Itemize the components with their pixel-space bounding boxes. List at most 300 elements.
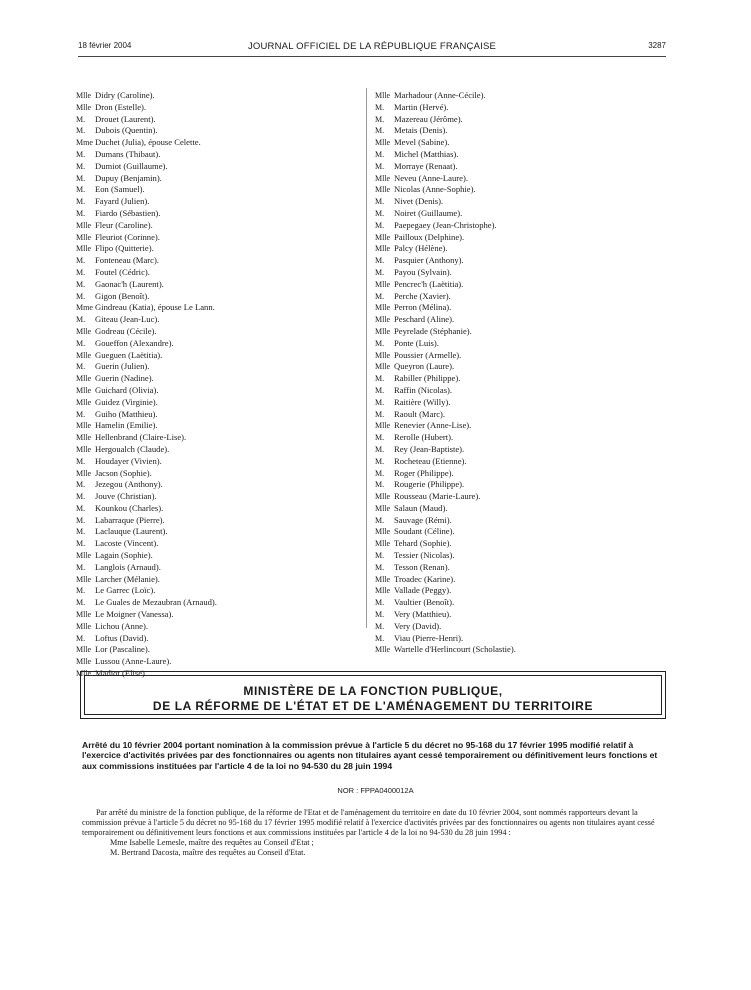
name-entry xyxy=(76,149,356,161)
person-name: Rabiller (Philippe). xyxy=(394,373,461,384)
name-entry xyxy=(76,515,356,527)
person-name: Mevel (Sabine). xyxy=(394,137,450,148)
person-name: Kounkou (Charles). xyxy=(95,502,164,513)
person-name: Roger (Philippe). xyxy=(394,467,454,478)
name-entry xyxy=(76,444,356,456)
name-entry xyxy=(375,621,675,633)
civil-title: Mlle xyxy=(375,326,391,336)
person-name: Larcher (Mélanie). xyxy=(95,573,160,584)
civil-title: M. xyxy=(76,161,86,171)
civil-title: M. xyxy=(76,539,86,549)
name-entry xyxy=(375,409,675,421)
civil-title: M. xyxy=(375,114,385,124)
person-name: Nivet (Denis). xyxy=(394,196,444,207)
person-name: Dron (Estelle). xyxy=(95,101,147,112)
civil-title: Mlle xyxy=(375,645,391,655)
civil-title: M. xyxy=(375,208,385,218)
civil-title: Mlle xyxy=(375,244,391,254)
name-entry xyxy=(76,279,356,291)
name-entry xyxy=(76,161,356,173)
person-name: Mazereau (Jérôme). xyxy=(394,113,463,124)
name-entry xyxy=(76,326,356,338)
name-entry xyxy=(375,137,675,149)
civil-title: M. xyxy=(375,291,385,301)
name-entry xyxy=(76,585,356,597)
name-entry xyxy=(76,90,356,102)
person-name: Le Guales de Mezaubran (Arnaud). xyxy=(95,597,217,608)
civil-title: M. xyxy=(76,315,86,325)
person-name: Giteau (Jean-Luc). xyxy=(95,314,160,325)
nor-reference: NOR : FPPA0400012A xyxy=(337,786,414,795)
name-entry xyxy=(76,621,356,633)
person-name: Neveu (Anne-Laure). xyxy=(394,172,468,183)
name-entry xyxy=(375,397,675,409)
civil-title: Mlle xyxy=(76,232,92,242)
name-entry xyxy=(76,550,356,562)
person-name: Laclauque (Laurent). xyxy=(95,526,168,537)
civil-title: Mlle xyxy=(76,350,92,360)
person-name: Langlois (Arnaud). xyxy=(95,561,161,572)
name-entry xyxy=(76,302,356,314)
name-entry xyxy=(76,232,356,244)
person-name: Gigon (Benoît). xyxy=(95,290,150,301)
person-name: Gindreau (Katia), épouse Le Lann. xyxy=(95,302,215,313)
person-name: Rocheteau (Etienne). xyxy=(394,455,467,466)
civil-title: M. xyxy=(375,598,385,608)
civil-title: Mlle xyxy=(76,220,92,230)
name-entry xyxy=(375,196,675,208)
civil-title: M. xyxy=(76,586,86,596)
person-name: Dupuy (Benjamin). xyxy=(95,172,162,183)
civil-title: Mlle xyxy=(76,397,92,407)
name-entry xyxy=(375,125,675,137)
name-entry xyxy=(375,114,675,126)
name-entry xyxy=(375,538,675,550)
civil-title: M. xyxy=(375,397,385,407)
header-rule xyxy=(78,56,666,57)
civil-title: M. xyxy=(375,149,385,159)
civil-title: M. xyxy=(76,456,86,466)
name-entry xyxy=(375,633,675,645)
person-name: Pasquier (Anthony). xyxy=(394,255,464,266)
name-entry xyxy=(375,232,675,244)
person-name: Guiho (Matthieu). xyxy=(95,408,158,419)
name-entry xyxy=(375,468,675,480)
civil-title: M. xyxy=(375,551,385,561)
civil-title: M. xyxy=(76,562,86,572)
civil-title: M. xyxy=(375,610,385,620)
civil-title: M. xyxy=(76,185,86,195)
person-name: Paepegaey (Jean-Christophe). xyxy=(394,219,497,230)
civil-title: Mlle xyxy=(76,669,92,679)
name-entry xyxy=(76,208,356,220)
person-name: Marhadour (Anne-Cécile). xyxy=(394,90,486,100)
person-name: Dubois (Quentin). xyxy=(95,125,158,136)
person-name: Le Moigner (Vanessa). xyxy=(95,609,174,620)
person-name: Raoult (Marc). xyxy=(394,408,446,419)
name-entry xyxy=(76,609,356,621)
person-name: Martin (Hervé). xyxy=(394,101,449,112)
civil-title: Mlle xyxy=(375,279,391,289)
civil-title: Mlle xyxy=(375,350,391,360)
civil-title: Mlle xyxy=(375,574,391,584)
person-name: Renevier (Anne-Lise). xyxy=(394,420,472,431)
civil-title: M. xyxy=(76,527,86,537)
person-name: Rougerie (Philippe). xyxy=(394,479,465,490)
person-name: Nicolas (Anne-Sophie). xyxy=(394,184,476,195)
person-name: Morraye (Renaat). xyxy=(394,160,458,171)
person-name: Fayard (Julien). xyxy=(95,196,150,207)
civil-title: M. xyxy=(76,409,86,419)
person-name: Godreau (Cécile). xyxy=(95,325,157,336)
civil-title: Mlle xyxy=(375,232,391,242)
civil-title: M. xyxy=(76,197,86,207)
name-entry xyxy=(76,432,356,444)
civil-title: M. xyxy=(375,220,385,230)
name-entry xyxy=(76,125,356,137)
name-entry xyxy=(76,102,356,114)
name-entry xyxy=(76,338,356,350)
name-entry xyxy=(76,350,356,362)
person-name: Sauvage (Rémi). xyxy=(394,514,452,525)
person-name: Poussier (Armelle). xyxy=(394,349,462,360)
name-entry xyxy=(76,291,356,303)
name-entry xyxy=(76,397,356,409)
name-entry xyxy=(375,314,675,326)
name-entry xyxy=(76,456,356,468)
person-name: Labarraque (Pierre). xyxy=(95,514,165,525)
right-name-column xyxy=(375,90,675,656)
person-name: Palcy (Hélène). xyxy=(394,243,448,254)
civil-title: Mme xyxy=(76,138,93,148)
name-entry xyxy=(375,102,675,114)
name-entry xyxy=(76,267,356,279)
civil-title: M. xyxy=(375,433,385,443)
civil-title: M. xyxy=(76,114,86,124)
civil-title: Mlle xyxy=(76,91,92,100)
name-entry xyxy=(375,149,675,161)
person-name: Fleuriot (Corinne). xyxy=(95,231,160,242)
civil-title: M. xyxy=(76,633,86,643)
person-name: Rerolle (Hubert). xyxy=(394,432,454,443)
name-entry xyxy=(375,361,675,373)
civil-title: M. xyxy=(76,338,86,348)
civil-title: Mlle xyxy=(76,621,92,631)
person-name: Tessier (Nicolas). xyxy=(394,550,455,561)
civil-title: M. xyxy=(375,456,385,466)
name-entry xyxy=(375,90,675,102)
civil-title: Mlle xyxy=(76,551,92,561)
person-name: Vaultier (Benoît). xyxy=(394,597,455,608)
body-line: M. Bertrand Dacosta, maître des requêtes au Conseil d'Etat. xyxy=(110,848,306,857)
civil-title: M. xyxy=(375,374,385,384)
name-entry xyxy=(76,361,356,373)
civil-title: Mlle xyxy=(375,586,391,596)
person-name: Guidez (Virginie). xyxy=(95,396,158,407)
header-page-number: 3287 xyxy=(648,41,666,50)
column-divider xyxy=(366,88,367,628)
civil-title: Mlle xyxy=(375,527,391,537)
name-entry xyxy=(375,585,675,597)
name-entry xyxy=(375,373,675,385)
civil-title: Mme xyxy=(76,303,93,313)
person-name: Le Garrec (Loïc). xyxy=(95,585,156,596)
civil-title: M. xyxy=(375,468,385,478)
civil-title: Mlle xyxy=(375,539,391,549)
person-name: Lichou (Anne). xyxy=(95,620,148,631)
body-paragraph: Par arrêté du ministre de la fonction publique, de la réforme de l'Etat et de l'aménagement du territoire en date du 10 février 2004, sont nommés rapporteurs devant la commission prévue à l'article 5 du décret no 95-168 du 17 février 1995 modifié relatif à l'exercice d'activités privées par des fonctionnaires ou agents non titulaires ayant cessé temporairement ou définitivement leurs fonctions et aux commissions instituées par l'article 4 de la loi no 94-530 du 28 juin 1994 : xyxy=(82,808,655,837)
arrete-body xyxy=(82,808,668,858)
person-name: Lussou (Anne-Laure). xyxy=(95,656,172,667)
person-name: Wartelle d'Herlincourt (Scholastie). xyxy=(394,644,516,655)
name-entry xyxy=(76,491,356,503)
name-entry xyxy=(76,184,356,196)
person-name: Pailloux (Delphine). xyxy=(394,231,465,242)
name-entry xyxy=(375,243,675,255)
name-entry xyxy=(76,479,356,491)
ministry-heading-box xyxy=(80,671,666,719)
person-name: Hellenbrand (Claire-Lise). xyxy=(95,432,187,443)
civil-title: M. xyxy=(375,633,385,643)
name-entry xyxy=(76,137,356,149)
person-name: Queyron (Laure). xyxy=(394,361,455,372)
name-entry xyxy=(375,220,675,232)
name-entry xyxy=(76,409,356,421)
name-entry xyxy=(76,538,356,550)
person-name: Foutel (Cédric). xyxy=(95,266,150,277)
civil-title: M. xyxy=(375,126,385,136)
civil-title: M. xyxy=(76,515,86,525)
person-name: Pencrec'h (Laëtitia). xyxy=(394,278,464,289)
civil-title: M. xyxy=(375,562,385,572)
civil-title: M. xyxy=(375,267,385,277)
ministry-heading-line-1: MINISTÈRE DE LA FONCTION PUBLIQUE, xyxy=(243,684,503,698)
name-entry xyxy=(76,385,356,397)
person-name: Michel (Matthias). xyxy=(394,148,459,159)
person-name: Didry (Caroline). xyxy=(95,90,155,100)
civil-title: Mlle xyxy=(76,102,92,112)
civil-title: M. xyxy=(375,338,385,348)
person-name: Payou (Sylvain). xyxy=(394,266,452,277)
person-name: Ponte (Luis). xyxy=(394,337,439,348)
arrete-title: Arrêté du 10 février 2004 portant nomination à la commission prévue à l'article 5 du décret no 95-168 du 17 février 1995 modifié relatif à l'exercice d'activités privées par des fonctionnaires ou agents non titulaires ayant cessé temporairement ou définitivement leurs fonctions et aux commissions instituées par l'article 4 de la loi no 94-530 du 28 juin 1994 xyxy=(82,740,658,771)
name-entry xyxy=(76,114,356,126)
person-name: Gueguen (Laëtitia). xyxy=(95,349,163,360)
civil-title: Mlle xyxy=(375,173,391,183)
person-name: Flipo (Quitterie). xyxy=(95,243,154,254)
civil-title: M. xyxy=(76,149,86,159)
civil-title: Mlle xyxy=(76,374,92,384)
civil-title: Mlle xyxy=(375,138,391,148)
name-entry xyxy=(375,326,675,338)
civil-title: M. xyxy=(375,409,385,419)
civil-title: M. xyxy=(76,208,86,218)
name-entry xyxy=(76,243,356,255)
civil-title: Mlle xyxy=(76,657,92,667)
header-date: 18 février 2004 xyxy=(78,41,132,50)
person-name: Jacson (Sophie). xyxy=(95,467,152,478)
name-entry xyxy=(76,255,356,267)
name-entry xyxy=(76,314,356,326)
name-entry xyxy=(375,385,675,397)
name-entry xyxy=(375,420,675,432)
ministry-heading-inner-frame xyxy=(84,675,662,715)
name-entry xyxy=(76,526,356,538)
person-name: Guichard (Olivia). xyxy=(95,384,159,395)
name-entry xyxy=(76,633,356,645)
person-name: Dumans (Thibaut). xyxy=(95,148,161,159)
person-name: Perche (Xavier). xyxy=(394,290,451,301)
name-entry xyxy=(76,656,356,668)
person-name: Gaonac'h (Laurent). xyxy=(95,278,164,289)
person-name: Loftus (David). xyxy=(95,632,149,643)
person-name: Lor (Pascaline). xyxy=(95,644,150,655)
person-name: Vallade (Peggy). xyxy=(394,585,452,596)
person-name: Salaun (Maud). xyxy=(394,502,448,513)
civil-title: M. xyxy=(375,161,385,171)
page-header xyxy=(78,41,666,57)
civil-title: M. xyxy=(375,197,385,207)
person-name: Very (David). xyxy=(394,620,442,631)
civil-title: M. xyxy=(375,621,385,631)
name-entry xyxy=(76,196,356,208)
civil-title: Mlle xyxy=(76,326,92,336)
person-name: Rey (Jean-Baptiste). xyxy=(394,443,465,454)
name-entry xyxy=(375,444,675,456)
name-entry xyxy=(375,503,675,515)
header-title: JOURNAL OFFICIEL DE LA RÉPUBLIQUE FRANÇAISE xyxy=(247,41,497,52)
name-entry xyxy=(375,338,675,350)
person-name: Duchet (Julia), épouse Celette. xyxy=(95,137,201,148)
person-name: Madiot (Elise). xyxy=(95,668,148,679)
civil-title: M. xyxy=(76,256,86,266)
name-entry xyxy=(375,644,675,656)
civil-title: Mlle xyxy=(375,421,391,431)
person-name: Noiret (Guillaume). xyxy=(394,207,463,218)
person-name: Tesson (Renan). xyxy=(394,561,450,572)
civil-title: M. xyxy=(375,385,385,395)
civil-title: M. xyxy=(76,126,86,136)
civil-title: Mlle xyxy=(76,444,92,454)
civil-title: Mlle xyxy=(76,610,92,620)
civil-title: Mlle xyxy=(76,433,92,443)
civil-title: Mlle xyxy=(375,492,391,502)
body-line: Mme Isabelle Lemesle, maître des requêtes au Conseil d'Etat ; xyxy=(110,838,314,847)
civil-title: M. xyxy=(76,598,86,608)
name-entry xyxy=(375,208,675,220)
civil-title: Mlle xyxy=(375,91,391,100)
name-entry xyxy=(76,220,356,232)
person-name: Dumiot (Guillaume). xyxy=(95,160,168,171)
name-entry xyxy=(375,267,675,279)
person-name: Lagain (Sophie). xyxy=(95,550,153,561)
civil-title: Mlle xyxy=(375,185,391,195)
civil-title: M. xyxy=(76,492,86,502)
civil-title: M. xyxy=(375,480,385,490)
person-name: Jouve (Christian). xyxy=(95,491,157,502)
civil-title: Mlle xyxy=(375,362,391,372)
person-name: Viau (Pierre-Henri). xyxy=(394,632,464,643)
civil-title: M. xyxy=(375,256,385,266)
name-entry xyxy=(375,279,675,291)
civil-title: M. xyxy=(76,362,86,372)
civil-title: Mlle xyxy=(375,315,391,325)
person-name: Fleur (Caroline). xyxy=(95,219,153,230)
name-entry xyxy=(375,526,675,538)
person-name: Hamelin (Emilie). xyxy=(95,420,158,431)
civil-title: M. xyxy=(375,102,385,112)
person-name: Soudant (Céline). xyxy=(394,526,455,537)
civil-title: M. xyxy=(375,444,385,454)
name-entry xyxy=(375,609,675,621)
name-entry xyxy=(375,550,675,562)
person-name: Lacoste (Vincent). xyxy=(95,538,159,549)
name-entry xyxy=(375,255,675,267)
person-name: Peschard (Aline). xyxy=(394,314,455,325)
name-entry xyxy=(375,574,675,586)
person-name: Eon (Samuel). xyxy=(95,184,145,195)
person-name: Jezegou (Anthony). xyxy=(95,479,163,490)
civil-title: Mlle xyxy=(76,468,92,478)
person-name: Fiardo (Sébastien). xyxy=(95,207,161,218)
civil-title: Mlle xyxy=(76,385,92,395)
name-entry xyxy=(375,479,675,491)
name-entry xyxy=(375,350,675,362)
civil-title: Mlle xyxy=(375,303,391,313)
civil-title: M. xyxy=(76,480,86,490)
civil-title: M. xyxy=(76,503,86,513)
name-entry xyxy=(375,302,675,314)
ministry-heading-line-2: DE LA RÉFORME DE L'ÉTAT ET DE L'AMÉNAGEMENT DU TERRITOIRE xyxy=(152,699,594,713)
civil-title: M. xyxy=(375,515,385,525)
name-entry xyxy=(76,173,356,185)
civil-title: Mlle xyxy=(76,645,92,655)
name-entry xyxy=(76,503,356,515)
person-name: Drouet (Laurent). xyxy=(95,113,156,124)
name-entry xyxy=(76,468,356,480)
name-entry xyxy=(375,597,675,609)
person-name: Metais (Denis). xyxy=(394,125,448,136)
person-name: Very (Matthieu). xyxy=(394,609,452,620)
person-name: Rousseau (Marie-Laure). xyxy=(394,491,481,502)
name-entry xyxy=(375,491,675,503)
civil-title: M. xyxy=(76,173,86,183)
name-entry xyxy=(375,161,675,173)
civil-title: M. xyxy=(76,291,86,301)
person-name: Guerin (Nadine). xyxy=(95,373,154,384)
person-name: Troadec (Karine). xyxy=(394,573,456,584)
civil-title: M. xyxy=(76,267,86,277)
name-entry xyxy=(76,420,356,432)
person-name: Raitière (Willy). xyxy=(394,396,451,407)
person-name: Tehard (Sophie). xyxy=(394,538,452,549)
name-entry xyxy=(76,574,356,586)
person-name: Peyrelade (Stéphanie). xyxy=(394,325,472,336)
civil-title: Mlle xyxy=(76,244,92,254)
person-name: Fonteneau (Marc). xyxy=(95,255,159,266)
left-name-column xyxy=(76,90,356,680)
name-entry xyxy=(375,432,675,444)
name-entry xyxy=(76,373,356,385)
name-entry xyxy=(375,515,675,527)
civil-title: Mlle xyxy=(76,421,92,431)
person-name: Hergoualch (Claude). xyxy=(95,443,170,454)
civil-title: M. xyxy=(76,279,86,289)
name-entry xyxy=(375,562,675,574)
name-entry xyxy=(76,562,356,574)
person-name: Raffin (Nicolas). xyxy=(394,384,453,395)
civil-title: Mlle xyxy=(375,503,391,513)
